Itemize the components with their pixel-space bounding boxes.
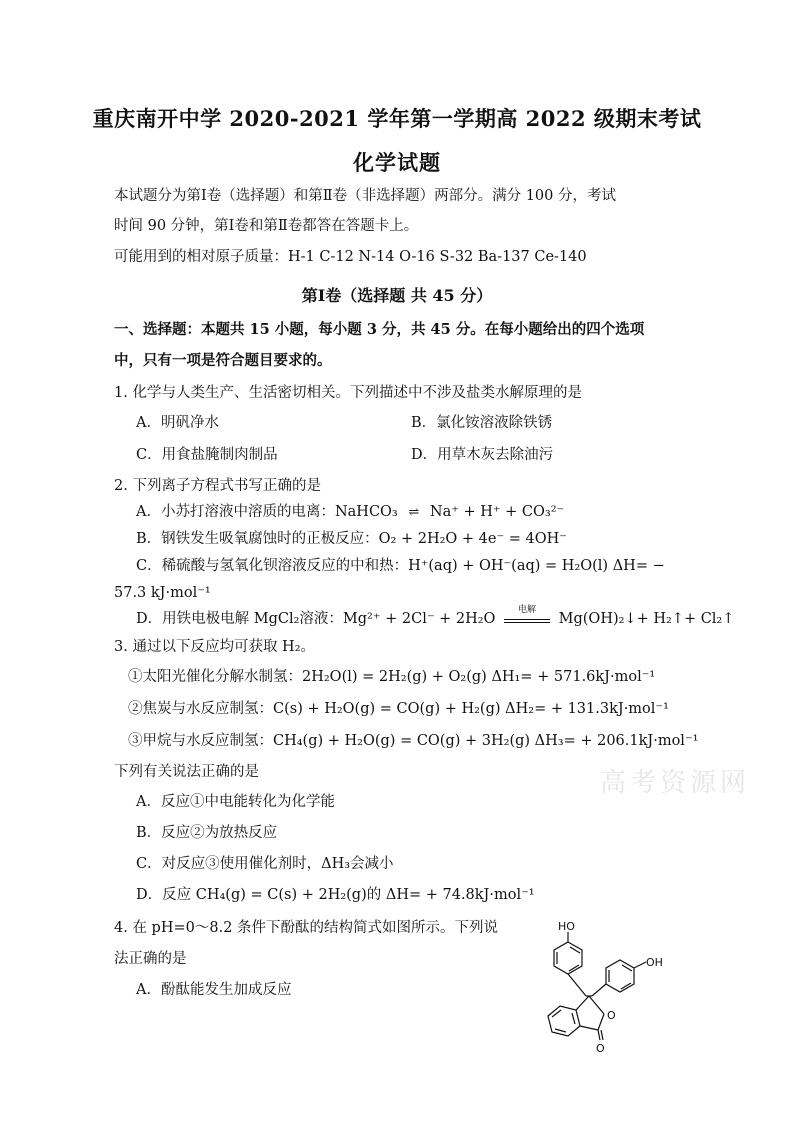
q2-option-a-left: A．小苏打溶液中溶质的电离：NaHCO₃: [136, 504, 398, 520]
q3-option-b: B．反应②为放热反应: [136, 825, 278, 841]
q2-option-a: [136, 502, 564, 523]
section-heading: 第Ⅰ卷（选择题 共 45 分）: [301, 286, 493, 305]
q3-reaction-3: ③甲烷与水反应制氢：CH₄(g) + H₂O(g) = CO(g) + 3H₂(g) ΔH₃= + 206.1kJ·mol⁻¹: [128, 733, 699, 749]
hydroxyl-label-right: OH: [646, 956, 663, 969]
q4-stem-line-2: 法正确的是: [114, 951, 187, 967]
q1-stem: 1. 化学与人类生产、生活密切相关。下列描述中不涉及盐类水解原理的是: [114, 385, 582, 401]
exam-subtitle: 化学试题: [353, 150, 441, 175]
q1-option-d: D．用草木灰去除油污: [411, 447, 554, 463]
atomic-masses: 可能用到的相对原子质量：H-1 C-12 N-14 O-16 S-32 Ba-137 Ce-140: [114, 249, 587, 265]
q3-option-c: C．对反应③使用催化剂时，ΔH₃会减小: [136, 856, 394, 872]
q2-stem: 2. 下列离子方程式书写正确的是: [114, 478, 321, 494]
right-benzene-ring: [606, 960, 634, 992]
electrolysis-arrow-icon: [504, 605, 550, 623]
q3-option-a: A．反应①中电能转化为化学能: [136, 794, 335, 810]
equilibrium-arrow-icon: ⇌: [408, 505, 420, 520]
ring-oxygen-label: O: [607, 1009, 616, 1022]
intro-line-1: 本试题分为第Ⅰ卷（选择题）和第Ⅱ卷（非选择题）两部分。满分 100 分，考试: [114, 188, 616, 204]
q4-stem-line-1: 4. 在 pH=0～8.2 条件下酚酞的结构简式如图所示。下列说: [114, 920, 499, 936]
q1-option-c: C．用食盐腌制肉制品: [136, 447, 278, 463]
carbonyl-oxygen-label: O: [596, 1042, 605, 1055]
q3-ask: 下列有关说法正确的是: [114, 764, 259, 780]
instructions-line-1: 一、选择题：本题共 15 小题，每小题 3 分，共 45 分。在每小题给出的四个选项: [114, 321, 645, 338]
q3-reaction-2: ②焦炭与水反应制氢：C(s) + H₂O(g) = CO(g) + H₂(g) ΔH₂= + 131.3kJ·mol⁻¹: [128, 701, 669, 717]
q2-option-d: [136, 605, 735, 629]
q3-stem: 3. 通过以下反应均可获取 H₂。: [114, 639, 316, 655]
q1-option-b: B．氯化铵溶液除铁锈: [411, 415, 553, 431]
phenolphthalein-structure: [528, 918, 696, 1058]
intro-line-2: 时间 90 分钟，第Ⅰ卷和第Ⅱ卷都答在答题卡上。: [114, 218, 419, 234]
q2-option-d-left: D．用铁电极电解 MgCl₂溶液：Mg²⁺ + 2Cl⁻ + 2H₂O: [136, 611, 496, 627]
exam-title: 重庆南开中学 2020-2021 学年第一学期高 2022 级期末考试: [92, 106, 702, 131]
q3-reaction-1: ①太阳光催化分解水制氢：2H₂O(l) = 2H₂(g) + O₂(g) ΔH₁= + 571.6kJ·mol⁻¹: [128, 669, 656, 685]
top-benzene-ring: [554, 942, 582, 974]
q2-option-c-line-1: C．稀硫酸与氢氧化钡溶液反应的中和热：H⁺(aq) + OH⁻(aq) = H₂O(l) ΔH= −: [136, 558, 665, 574]
q3-option-d: D．反应 CH₄(g) = C(s) + 2H₂(g)的 ΔH= + 74.8kJ·mol⁻¹: [136, 887, 535, 903]
instructions-line-2: 中，只有一项是符合题目要求的。: [114, 352, 332, 369]
q2-option-d-right: Mg(OH)₂↓+ H₂↑+ Cl₂↑: [558, 611, 735, 627]
watermark: 高考资源网: [600, 768, 751, 798]
q4-option-a: A．酚酞能发生加成反应: [136, 982, 292, 998]
q2-option-a-right: Na⁺ + H⁺ + CO₃²⁻: [429, 504, 565, 520]
q2-option-b: B．钢铁发生吸氧腐蚀时的正极反应：O₂ + 2H₂O + 4e⁻ = 4OH⁻: [136, 531, 567, 547]
electrolysis-label: 电解: [518, 605, 537, 615]
q2-option-c-line-2: 57.3 kJ·mol⁻¹: [114, 585, 211, 601]
q1-option-a: A．明矾净水: [136, 415, 219, 431]
hydroxyl-label-top: HO: [558, 920, 575, 933]
